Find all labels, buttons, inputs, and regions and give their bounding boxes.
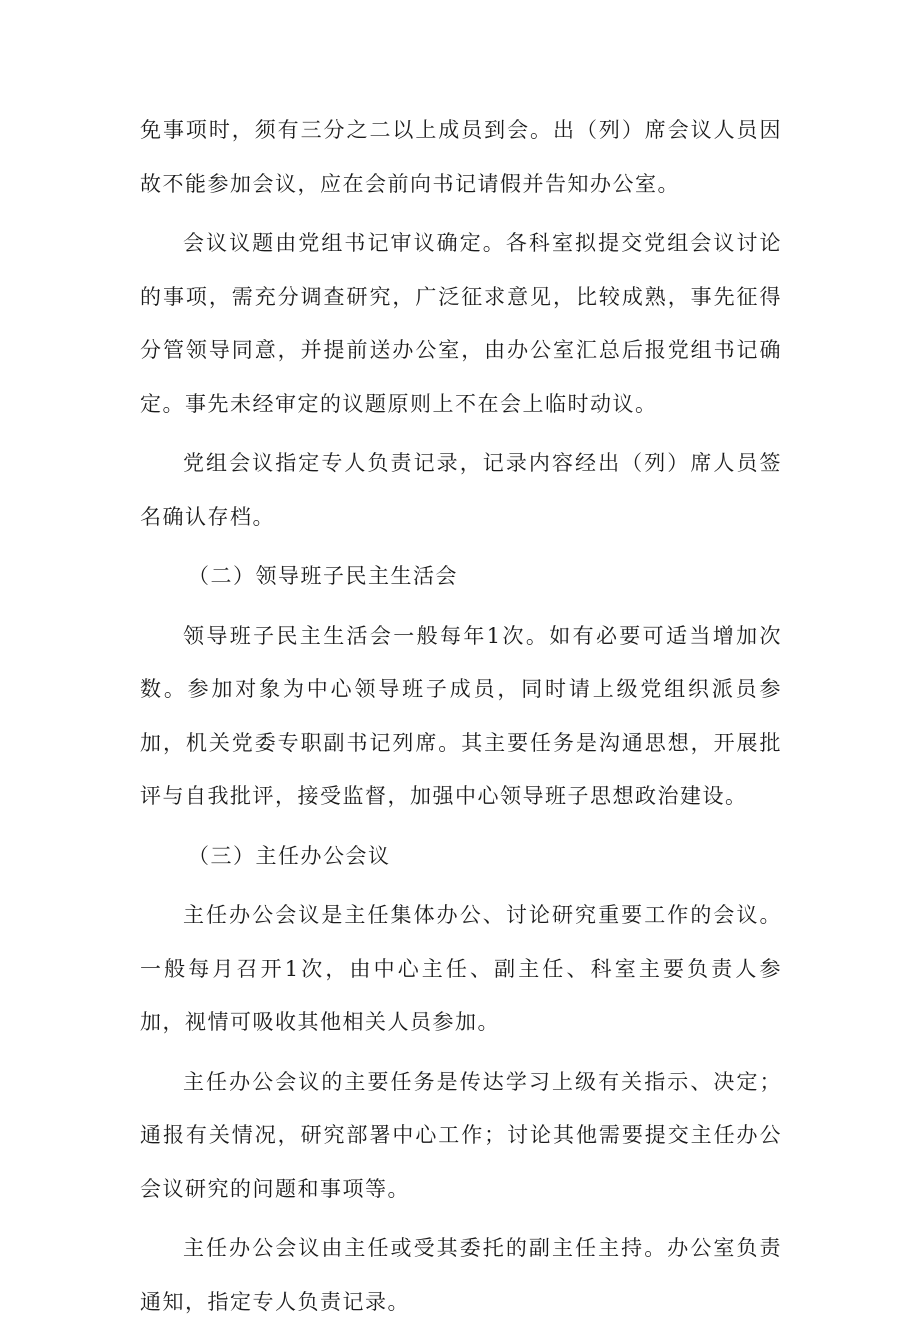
paragraph-agenda: 会议议题由党组书记审议确定。各科室拟提交党组会议讨论的事项，需充分调查研究，广泛征求意见，比较成熟，事先征得分管领导同意，并提前送办公室，由办公室汇总后报党组书记确定。事先未经审定的议题原则上不在会上临时动议。 <box>140 231 782 416</box>
paragraph-director-meeting-chair: 主任办公会议由主任或受其委托的副主任主持。办公室负责通知，指定专人负责记录。 <box>140 1236 782 1314</box>
paragraph-records: 党组会议指定专人负责记录，记录内容经出（列）席人员签名确认存档。 <box>140 451 782 529</box>
document-page <box>140 104 782 1335</box>
section-heading-director-office-meeting: （三）主任办公会议 <box>188 843 391 868</box>
paragraph-continuation: 免事项时，须有三分之二以上成员到会。出（列）席会议人员因故不能参加会议，应在会前向书记请假并告知办公室。 <box>140 118 782 196</box>
paragraph-democratic-life-meeting: 领导班子民主生活会一般每年1次。如有必要可适当增加次数。参加对象为中心领导班子成员，同时请上级党组织派员参加，机关党委专职副书记列席。其主要任务是沟通思想，开展批评与自我批评，接受监督，加强中心领导班子思想政治建设。 <box>140 623 782 808</box>
paragraph-director-meeting-intro: 主任办公会议是主任集体办公、讨论研究重要工作的会议。一般每月召开1次，由中心主任、副主任、科室主要负责人参加，视情可吸收其他相关人员参加。 <box>140 903 782 1034</box>
section-heading-democratic-life-meeting: （二）领导班子民主生活会 <box>188 564 458 588</box>
paragraph-director-meeting-tasks: 主任办公会议的主要任务是传达学习上级有关指示、决定；通报有关情况，研究部署中心工作；讨论其他需要提交主任办公会议研究的问题和事项等。 <box>140 1069 782 1201</box>
